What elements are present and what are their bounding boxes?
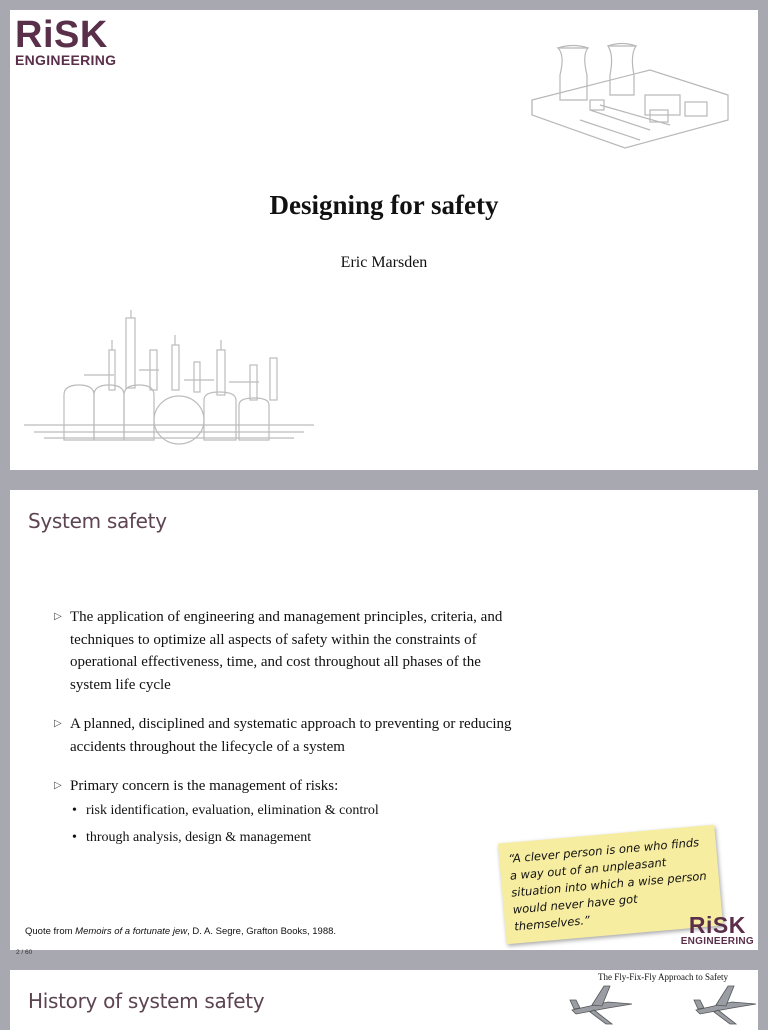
bullet-item: ▷ Primary concern is the management of risks: • risk identification, evaluation, elimination & control • through analysis, design & management <box>54 775 524 848</box>
page-number: 2 / 60 <box>16 949 33 956</box>
nuclear-plant-illustration <box>530 40 730 150</box>
slide-heading: History of system safety <box>28 989 265 1013</box>
sub-bullet-list <box>70 801 524 848</box>
refinery-illustration <box>24 310 314 460</box>
fighter-jet-icon <box>692 982 758 1026</box>
quote-sticky-note: “A clever person is one who finds a way out of an unpleasant situation into which a wise person would never have got themselves.” <box>498 825 723 945</box>
sub-bullet-item: • through analysis, design & management <box>70 828 524 848</box>
bullet-item: ▷ The application of engineering and management principles, criteria, and techniques to optimize all aspects of safety within the constraints of operational effectiveness, time, and cost throughout all phases of the system life cycle <box>54 606 524 696</box>
history-slide <box>10 970 758 1030</box>
triangle-bullet-icon: ▷ <box>54 718 62 729</box>
bullet-list <box>54 606 524 865</box>
risk-engineering-logo[interactable]: RiSK ENGINEERING <box>680 912 754 947</box>
quote-footnote: Quote from Memoirs of a fortunate jew, D. A. Segre, Grafton Books, 1988. <box>25 926 337 937</box>
image-caption: The Fly-Fix-Fly Approach to Safety <box>598 972 728 982</box>
bullet-item: ▷ A planned, disciplined and systematic approach to preventing or reducing accidents throughout the lifecycle of a system <box>54 713 524 758</box>
dot-bullet-icon: • <box>72 802 77 818</box>
book-title: Memoirs of a fortunate jew <box>75 926 188 937</box>
slide-title: Designing for safety <box>269 190 499 220</box>
title-slide <box>10 10 758 470</box>
system-safety-slide <box>10 490 758 950</box>
author-name: Eric Marsden <box>340 254 428 271</box>
sub-bullet-item: • risk identification, evaluation, elimination & control <box>70 801 524 821</box>
dot-bullet-icon: • <box>72 829 77 845</box>
slide-heading: System safety <box>28 509 167 533</box>
triangle-bullet-icon: ▷ <box>54 780 62 791</box>
fighter-jet-icon <box>568 982 636 1026</box>
triangle-bullet-icon: ▷ <box>54 611 62 622</box>
risk-engineering-logo[interactable]: RiSK ENGINEERING <box>15 14 117 68</box>
